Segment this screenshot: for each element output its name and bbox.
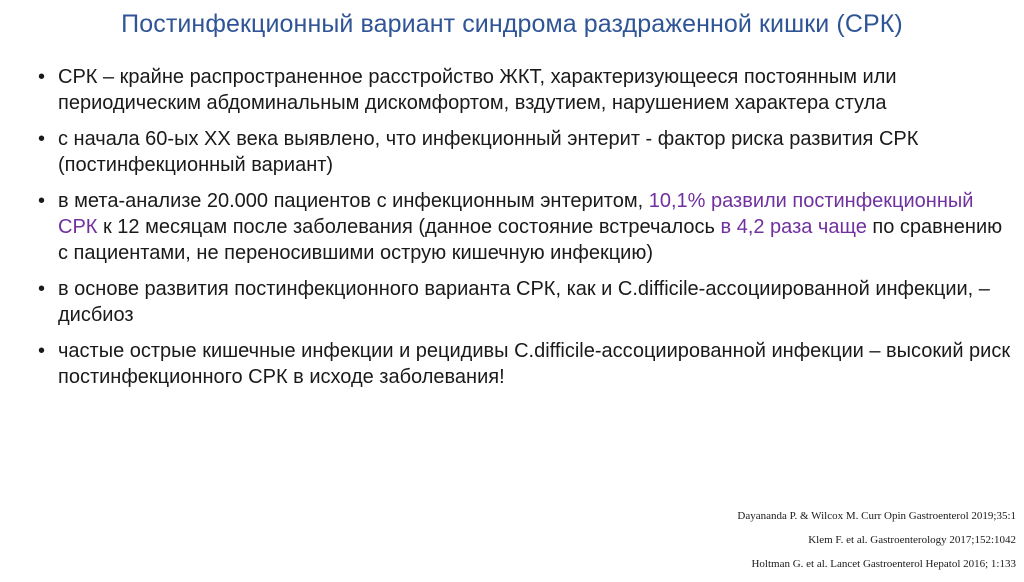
bullet-item-1 (38, 64, 1014, 116)
slide-title: Постинфекционный вариант синдрома раздраженной кишки (СРК) (121, 10, 903, 38)
bullet-item-5 (38, 338, 1014, 390)
bullet-text-3-part-5: по сравнению с пациентами, не переносившими острую кишечную инфекцию) (58, 216, 1003, 264)
bullet-item-3 (38, 188, 1014, 266)
bullet-text-5: частые острые кишечные инфекции и рецидивы C.difficile-ассоциированной инфекции – высокий риск постинфекционного СРК в исходе заболевания! (58, 340, 1011, 388)
bullet-dot-icon: • (38, 340, 46, 362)
highlight-text-percentage: 10,1% развили постинфекционный СРК (58, 190, 974, 238)
bullet-dot-icon: • (38, 278, 46, 300)
reference-2: Klem F. et al. Gastroenterology 2017;152:1042 (808, 534, 1016, 546)
bullet-text-4: в основе развития постинфекционного варианта СРК, как и C.difficile-ассоциированной инфекции, – дисбиоз (58, 278, 990, 326)
highlight-text-ratio: в 4,2 раза чаще (720, 216, 867, 238)
reference-3: Holtman G. et al. Lancet Gastroenterol Hepatol 2016; 1:133 (751, 558, 1016, 570)
bullet-dot-icon: • (38, 190, 46, 212)
bullet-item-4 (38, 276, 1014, 328)
reference-1: Dayananda P. & Wilcox M. Curr Opin Gastroenterol 2019;35:1 (737, 510, 1016, 522)
bullet-text-3-part-3: к 12 месяцам после заболевания (данное состояние встречалось (97, 216, 721, 238)
bullet-dot-icon: • (38, 66, 46, 88)
bullet-text-2: с начала 60-ых XX века выявлено, что инфекционный энтерит - фактор риска развития СРК (постинфекционный вариант) (58, 128, 919, 176)
references (737, 510, 1016, 582)
bullet-list (38, 64, 1014, 400)
bullet-text-3-part-1: в мета-анализе 20.000 пациентов с инфекционным энтеритом, (58, 190, 649, 212)
bullet-item-2 (38, 126, 1014, 178)
bullet-dot-icon: • (38, 128, 46, 150)
bullet-text-1: СРК – крайне распространенное расстройство ЖКТ, характеризующееся постоянным или периодическим абдоминальным дискомфортом, вздутием, нарушением характера стула (58, 66, 897, 114)
